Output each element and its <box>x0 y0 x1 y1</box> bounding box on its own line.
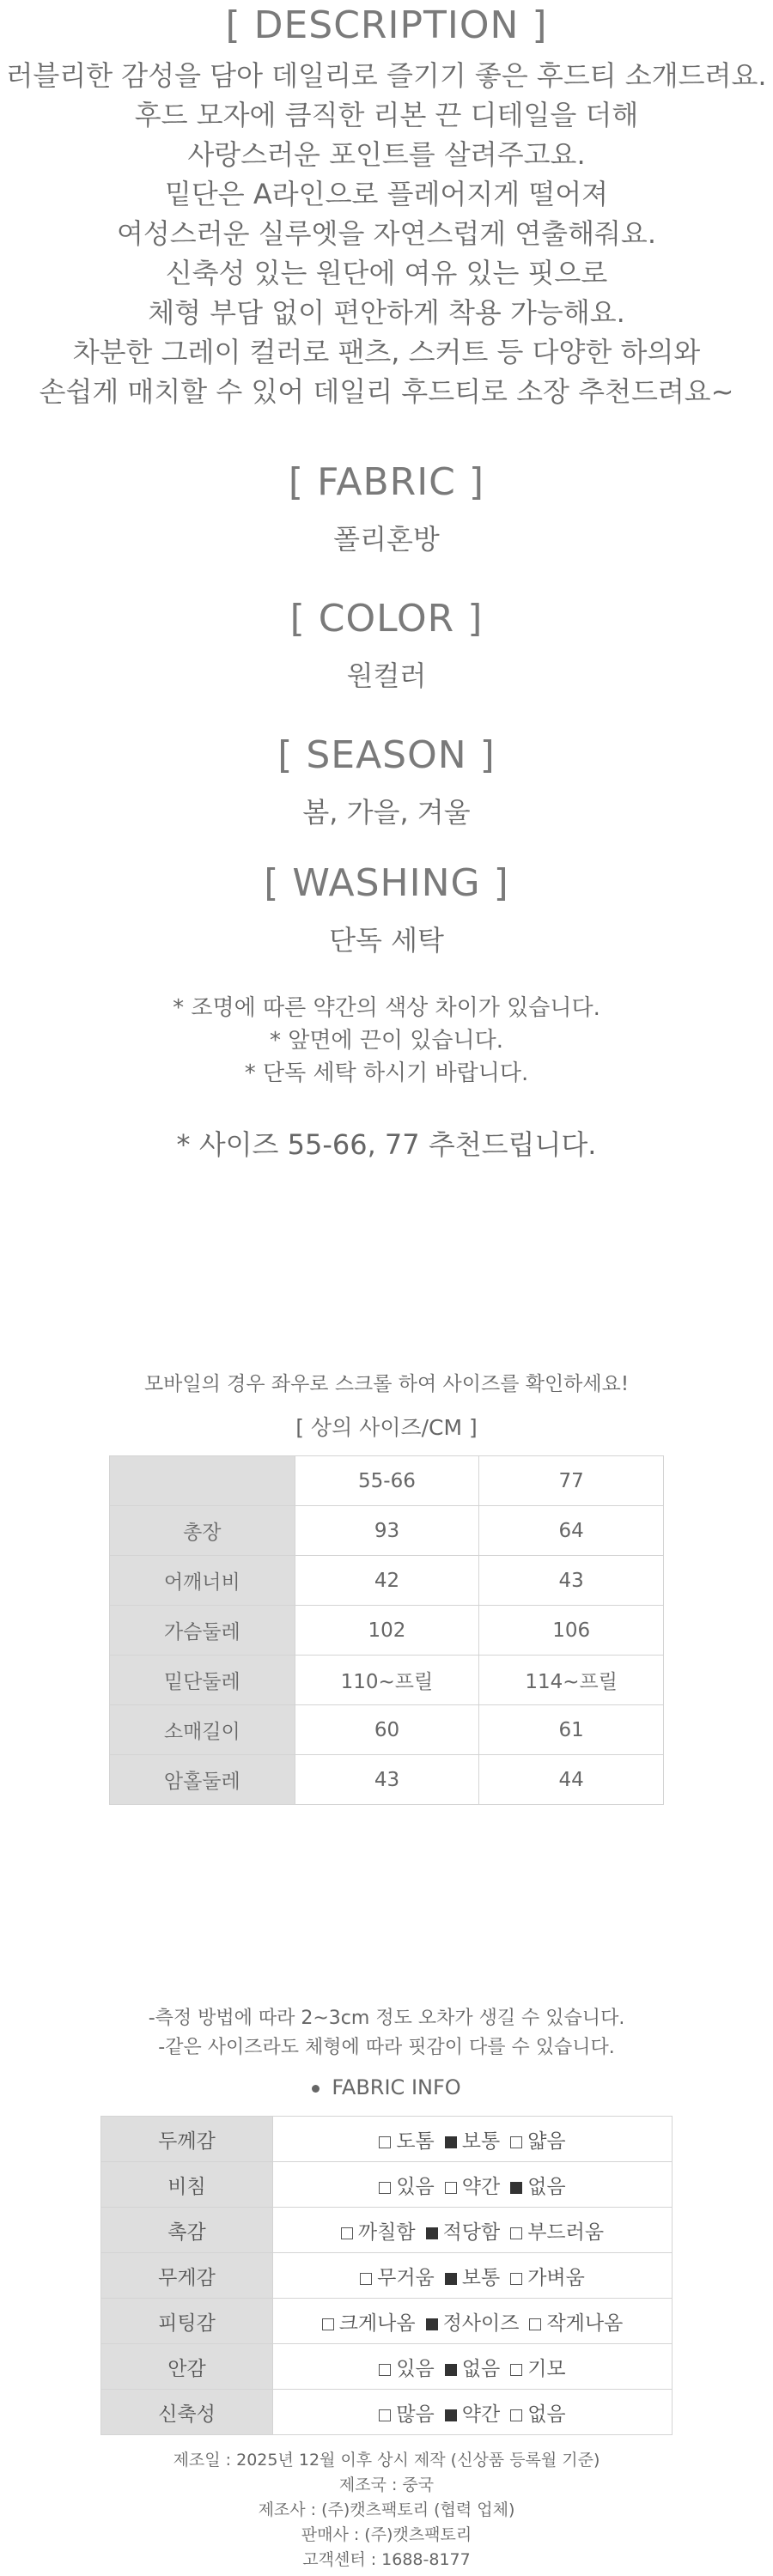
fabric-option <box>379 2398 434 2427</box>
fabric-option-label: 없음 <box>527 2403 566 2426</box>
fabric-option-label: 없음 <box>527 2175 566 2198</box>
size-row-label: 총장 <box>110 1506 295 1556</box>
unchecked-box-icon <box>510 2227 522 2239</box>
size-header-cell: 77 <box>479 1456 664 1506</box>
description-line: 사랑스러운 포인트를 살려주고요. <box>187 138 586 171</box>
description-line: 러블리한 감성을 담아 데일리로 즐기기 좋은 후드티 소개드려요. <box>6 59 767 92</box>
size-cell: 114~프릴 <box>479 1656 664 1705</box>
fabric-option <box>445 2398 500 2427</box>
unchecked-box-icon <box>322 2318 334 2330</box>
fabric-option <box>426 2216 501 2245</box>
fabric-info-options <box>273 2344 673 2390</box>
fabric-option <box>510 2353 565 2381</box>
fabric-option <box>510 2398 565 2427</box>
footer-line: 제조국 : 중국 <box>338 2476 435 2494</box>
unchecked-box-icon <box>510 2136 522 2148</box>
fabric-info-options <box>273 2208 673 2253</box>
table-row <box>110 1506 664 1556</box>
fabric-option-label: 보통 <box>461 2129 501 2153</box>
fabric-option <box>529 2307 623 2336</box>
fabric-option-label: 무거움 <box>377 2266 435 2289</box>
size-cell: 43 <box>295 1755 479 1805</box>
fabric-info-options <box>273 2117 673 2162</box>
fabric-option-label: 있음 <box>396 2175 435 2198</box>
fabric-info-label: 무게감 <box>101 2253 273 2299</box>
size-cell: 102 <box>295 1606 479 1656</box>
size-table-title: [ 상의 사이즈/CM ] <box>295 1415 478 1440</box>
fabric-option-label: 크게나옴 <box>338 2312 416 2335</box>
description-title: [ DESCRIPTION ] <box>225 3 548 47</box>
care-note: * 앞면에 끈이 있습니다. <box>269 1028 504 1054</box>
care-note: * 조명에 따른 약간의 색상 차이가 있습니다. <box>173 995 600 1021</box>
fabric-option <box>445 2353 500 2381</box>
fabric-info-label: 두께감 <box>101 2117 273 2162</box>
care-note: * 단독 세탁 하시기 바랍니다. <box>244 1060 529 1086</box>
checked-box-icon <box>445 2364 457 2376</box>
fabric-option <box>379 2171 434 2199</box>
description-body <box>0 56 773 411</box>
fabric-info-options <box>273 2253 673 2299</box>
season-value: 봄, 가을, 겨울 <box>302 796 471 829</box>
size-row-label: 가슴둘레 <box>110 1606 295 1656</box>
table-row <box>101 2299 673 2344</box>
checked-box-icon <box>445 2409 457 2421</box>
description-line: 손쉽게 매치할 수 있어 데일리 후드티로 소장 추천드려요~ <box>39 375 734 408</box>
fabric-option-label: 적당함 <box>442 2221 501 2244</box>
fabric-info-title: FABRIC INFO <box>332 2075 461 2099</box>
checked-box-icon <box>510 2182 522 2194</box>
season-title: [ SEASON ] <box>277 733 496 777</box>
fabric-title: [ FABRIC ] <box>288 460 485 504</box>
fabric-option <box>510 2171 565 2199</box>
care-notes <box>0 992 773 1090</box>
size-row-label: 밑단둘레 <box>110 1656 295 1705</box>
footer-line: 판매사 : (주)캣츠팩토리 <box>301 2525 472 2544</box>
description-line: 차분한 그레이 컬러로 팬츠, 스커트 등 다양한 하의와 <box>72 336 701 368</box>
season-section <box>0 733 773 830</box>
fabric-option <box>426 2307 520 2336</box>
fabric-info-table <box>100 2116 673 2435</box>
fabric-option-label: 많음 <box>396 2403 435 2426</box>
description-line: 체형 부담 없이 편안하게 착용 가능해요. <box>148 296 625 329</box>
fabric-option <box>445 2125 500 2154</box>
fabric-option <box>379 2353 434 2381</box>
size-table-header <box>110 1456 664 1506</box>
fabric-section <box>0 460 773 557</box>
size-row-label: 어깨너비 <box>110 1556 295 1606</box>
unchecked-box-icon <box>445 2182 457 2194</box>
bullet-dot-icon <box>312 2085 320 2093</box>
color-title: [ COLOR ] <box>289 597 484 641</box>
unchecked-box-icon <box>360 2273 372 2285</box>
unchecked-box-icon <box>510 2364 522 2376</box>
description-line: 밑단은 A라인으로 플레어지게 떨어져 <box>164 178 609 210</box>
footer-line: 고객센터 : 1688-8177 <box>302 2550 471 2569</box>
fabric-option <box>510 2125 565 2154</box>
footer-line: 제조사 : (주)캣츠팩토리 (협력 업체) <box>258 2500 515 2519</box>
fabric-info-options <box>273 2390 673 2435</box>
description-line: 여성스러운 실루엣을 자연스럽게 연출해줘요. <box>116 217 657 250</box>
size-cell: 93 <box>295 1506 479 1556</box>
fabric-option <box>379 2125 434 2154</box>
checked-box-icon <box>426 2318 438 2330</box>
table-row <box>110 1556 664 1606</box>
size-cell: 64 <box>479 1506 664 1556</box>
fabric-option <box>445 2262 500 2290</box>
unchecked-box-icon <box>510 2273 522 2285</box>
size-cell: 106 <box>479 1606 664 1656</box>
unchecked-box-icon <box>529 2318 541 2330</box>
fabric-option-label: 작게나옴 <box>546 2312 624 2335</box>
fabric-info-label: 안감 <box>101 2344 273 2390</box>
fabric-option-label: 까칠함 <box>357 2221 416 2244</box>
unchecked-box-icon <box>510 2409 522 2421</box>
fabric-option-label: 약간 <box>461 2175 501 2198</box>
checked-box-icon <box>426 2227 438 2239</box>
fabric-info-heading <box>0 2075 773 2099</box>
table-row <box>101 2208 673 2253</box>
fabric-option-label: 기모 <box>527 2357 566 2380</box>
size-recommendation: * 사이즈 55-66, 77 추천드립니다. <box>176 1128 597 1161</box>
size-row-label: 암홀둘레 <box>110 1755 295 1805</box>
unchecked-box-icon <box>379 2136 391 2148</box>
fabric-info-label: 비침 <box>101 2162 273 2208</box>
checked-box-icon <box>445 2136 457 2148</box>
unchecked-box-icon <box>379 2182 391 2194</box>
fabric-option <box>510 2262 585 2290</box>
fabric-option <box>445 2171 500 2199</box>
color-section <box>0 597 773 694</box>
measure-note: -측정 방법에 따라 2~3cm 정도 오차가 생길 수 있습니다. <box>148 2008 625 2029</box>
table-row <box>101 2253 673 2299</box>
size-header-cell <box>110 1456 295 1506</box>
fabric-value: 폴리혼방 <box>333 523 440 556</box>
washing-value: 단독 세탁 <box>329 924 444 957</box>
footer-line: 제조일 : 2025년 12월 이후 상시 제작 (신상품 등록월 기준) <box>173 2451 600 2470</box>
unchecked-box-icon <box>379 2409 391 2421</box>
fabric-info-label: 신축성 <box>101 2390 273 2435</box>
fabric-option-label: 얇음 <box>527 2129 566 2153</box>
fabric-info-label: 촉감 <box>101 2208 273 2253</box>
table-row <box>101 2162 673 2208</box>
fabric-option-label: 약간 <box>461 2403 501 2426</box>
fabric-info-options <box>273 2299 673 2344</box>
description-section <box>0 3 773 411</box>
unchecked-box-icon <box>341 2227 353 2239</box>
size-header-cell: 55-66 <box>295 1456 479 1506</box>
table-row <box>101 2390 673 2435</box>
fabric-info-options <box>273 2162 673 2208</box>
table-row <box>110 1606 664 1656</box>
fabric-option-label: 있음 <box>396 2357 435 2380</box>
description-line: 신축성 있는 원단에 여유 있는 핏으로 <box>165 257 608 289</box>
washing-title: [ WASHING ] <box>264 861 509 905</box>
fabric-info-label: 피팅감 <box>101 2299 273 2344</box>
fabric-option <box>341 2216 416 2245</box>
table-row <box>101 2344 673 2390</box>
size-cell: 42 <box>295 1556 479 1606</box>
fabric-option-label: 정사이즈 <box>442 2312 520 2335</box>
fabric-option-label: 없음 <box>461 2357 501 2380</box>
checked-box-icon <box>445 2273 457 2285</box>
fabric-option <box>360 2262 435 2290</box>
size-table <box>109 1455 664 1805</box>
size-row-label: 소매길이 <box>110 1705 295 1755</box>
unchecked-box-icon <box>379 2364 391 2376</box>
size-cell: 43 <box>479 1556 664 1606</box>
table-row <box>110 1755 664 1805</box>
table-row <box>101 2117 673 2162</box>
mobile-scroll-note: 모바일의 경우 좌우로 스크롤 하여 사이즈를 확인하세요! <box>143 1373 630 1395</box>
fabric-option-label: 도톰 <box>396 2129 435 2153</box>
fabric-option-label: 보통 <box>461 2266 501 2289</box>
size-cell: 60 <box>295 1705 479 1755</box>
size-cell: 44 <box>479 1755 664 1805</box>
measure-notes <box>0 2004 773 2063</box>
fabric-option <box>510 2216 604 2245</box>
product-info-footer <box>0 2448 773 2573</box>
fabric-option-label: 가벼움 <box>527 2266 585 2289</box>
size-cell: 61 <box>479 1705 664 1755</box>
description-line: 후드 모자에 큼직한 리본 끈 디테일을 더해 <box>134 99 639 131</box>
measure-note: -같은 사이즈라도 체형에 따라 핏감이 다를 수 있습니다. <box>158 2037 615 2058</box>
table-row <box>110 1656 664 1705</box>
washing-section <box>0 861 773 958</box>
table-row <box>110 1705 664 1755</box>
fabric-option <box>322 2307 416 2336</box>
color-value: 원컬러 <box>346 659 427 692</box>
size-cell: 110~프릴 <box>295 1656 479 1705</box>
fabric-option-label: 부드러움 <box>527 2221 605 2244</box>
